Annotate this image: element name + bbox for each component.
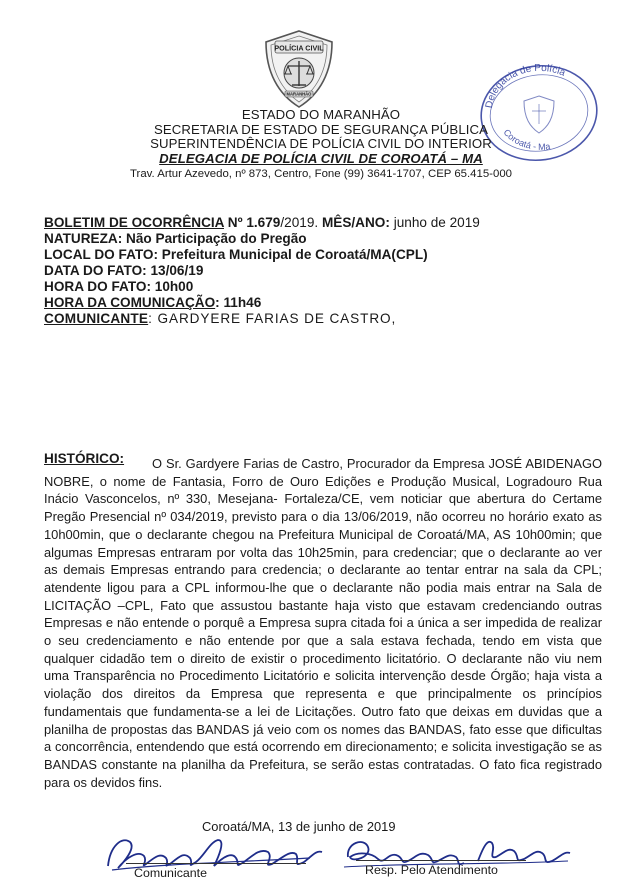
header-state: ESTADO DO MARANHÃO [241, 107, 401, 122]
header-delegacia: DELEGACIA DE POLÍCIA CIVIL DE COROATÁ – MA [159, 150, 483, 166]
historico-body: O Sr. Gardyere Farias de Castro, Procurador da Empresa JOSÉ ABIDENAGO NOBRE, o nome de Fantasia, Forro de Ouro Edições e Produção Musical, Logradouro Rua Inácio Vasconcelos, nº 330, Mesejana- Fortaleza/CE, vem noticiar que abertura do Certame Pregão Presencial nº 034/2019, previsto para o dia 13/06/2019, não ocorreu no horário exato as 10h00min, que o declarante chegou na Prefeitura Municipal de Coroatá/MA, AS 10h00min; que algumas Empresas entraram por volta das 10h25min, para credenciar; que o declarante ao ver as demais Empresas entrando para credencia; o declarante ao tentar entrar na sala da CPL; atendente ligou para a CPL informou-lhe que o declarante não podia mais entrar na Sala de LICITAÇÃO –CPL, Fato que assustou bastante haja visto que estavam credenciando outras Empresas e não entende o porquê a Empresa supra citada foi a única a ser impedida de realizar o seu credenciamento e não entende por que a sala estava fechada, tendo em vista que qualquer cidadão tem o direito de existir o procedimento licitatório. O declarante não viu nem uma Transparência no Procedimento Licitatório e solicita intervenção desde Órgão; haja vista a violação dos direitos da Empresa que representa e que principalmente os princípios fundamentais que fundamenta-se a lei de Licitações. Outro fato que deixas em duvidas que a planilha de propostas das BANDAS já veio com os nomes das BANDAS, fato esse que dificultas a concorrência, entendendo que está ocorrendo em direcionamento; e solicita investigação se as BANDAS constante na planilha da Prefeitura, se serão estas contratadas. O fato fica registrado para os devidos fins. [44, 456, 602, 790]
header-secretaria: SECRETARIA DE ESTADO DE SEGURANÇA PÚBLICA [153, 121, 489, 137]
comunicante-signature-line [126, 863, 306, 864]
hora-row: HORA DO FATO: 10h00 [44, 279, 194, 294]
hora-comunicacao-value: : 11h46 [215, 295, 262, 310]
comunicante-value: : GARDYERE FARIAS DE CASTRO, [148, 311, 397, 326]
crest-top-text: POLÍCIA CIVIL [274, 43, 324, 53]
comunicante-row [44, 311, 604, 327]
comunicante-signature-label: Comunicante [134, 866, 208, 880]
mes-ano-label: MÊS/ANO: [321, 215, 390, 230]
responsavel-signature-line [356, 860, 526, 861]
hora-comunicacao-row [44, 295, 604, 311]
policia-civil-crest-icon [258, 28, 340, 110]
document-header [0, 108, 642, 181]
header-address: Trav. Artur Azevedo, nº 873, Centro, Fone (99) 3641-1707, CEP 65.415-000 [130, 168, 512, 180]
mes-ano-value: junho de 2019 [393, 215, 480, 230]
boletim-number: Nº 1.679 [227, 215, 281, 230]
hora-comunicacao-label: HORA DA COMUNICAÇÃO [44, 295, 216, 310]
natureza-row: NATUREZA: Não Participação do Pregão [44, 231, 307, 246]
place-date: Coroatá/MA, 13 de junho de 2019 [202, 819, 396, 834]
data-row: DATA DO FATO: 13/06/19 [44, 263, 204, 278]
local-row: LOCAL DO FATO: Prefeitura Municipal de Coroatá/MA(CPL) [44, 247, 428, 262]
responsavel-signature-label: Resp. Pelo Atendimento [365, 863, 498, 877]
boletim-number-row [44, 215, 604, 231]
svg-text:Delegacia de Polícia [484, 63, 567, 109]
comunicante-label: COMUNICANTE [44, 311, 149, 326]
stamp-top-text: Delegacia de Polícia [483, 62, 567, 110]
boletim-label: BOLETIM DE OCORRÊNCIA [44, 215, 224, 230]
crest-bottom-text: MARANHÃO [286, 91, 312, 97]
stamp-bottom-text: Coroatá - Ma [501, 127, 551, 152]
boletim-year: /2019. [280, 215, 319, 230]
historico-title: HISTÓRICO: [44, 451, 125, 466]
boletim-fields [44, 215, 604, 327]
header-superintendencia: SUPERINTENDÊNCIA DE POLÍCIA CIVIL DO INTERIOR [150, 136, 492, 151]
